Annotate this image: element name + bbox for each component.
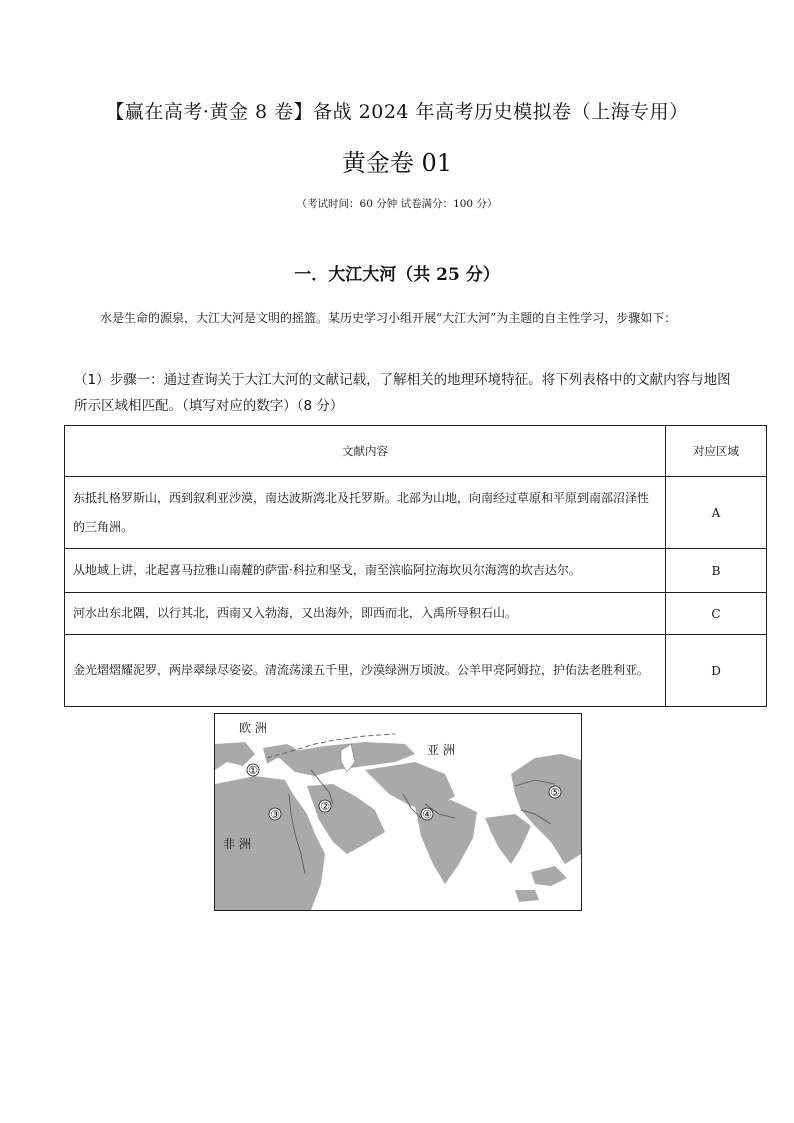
asia-africa-map <box>215 714 581 910</box>
row-region: A <box>666 477 767 549</box>
header-title: 【赢在高考·黄金 8 卷】备战 2024 年高考历史模拟卷（上海专用） <box>105 101 689 123</box>
intro-paragraph: 水是生命的源泉，大江大河是文明的摇篮。某历史学习小组开展“大江大河”为主题的自主性学习，步骤如下： <box>100 311 677 325</box>
row-region: C <box>666 593 767 635</box>
table-row <box>65 635 767 707</box>
table-row <box>65 593 767 635</box>
section-title: 一．大江大河（共 25 分） <box>294 265 500 285</box>
marker-4: ④ <box>422 808 432 821</box>
row-content: 从地域上讲，北起喜马拉雅山南麓的萨雷·科拉和坚戈，南至滨临阿拉海坎贝尔海湾的坎吉达尔。 <box>65 549 666 593</box>
label-asia: 亚 洲 <box>427 743 455 757</box>
marker-3: ③ <box>270 808 280 821</box>
marker-2: ② <box>320 800 330 813</box>
exam-info: （考试时间：60 分钟 试卷满分：100 分） <box>296 198 498 210</box>
row-content: 东抵扎格罗斯山，西到叙利亚沙漠，南达波斯湾北及托罗斯。北部为山地，向南经过草原和平原到南部沼泽性的三角洲。 <box>65 477 666 549</box>
map-figure <box>214 713 582 911</box>
document-table <box>64 425 767 707</box>
table-row <box>65 477 767 549</box>
row-content: 金光熠熠耀泥罗，两岸翠绿尽姿姿。清流荡漾五千里，沙漠绿洲万顷波。公羊甲亮阿姆拉，护佑法老胜利亚。 <box>65 635 666 707</box>
main-title: 黄金卷 01 <box>341 149 453 177</box>
question-1: （1）步骤一：通过查询关于大江大河的文献记载，了解相关的地理环境特征。将下列表格中的文献内容与地图所示区域相匹配。（填写对应的数字）（8 分） <box>74 372 731 414</box>
row-region: D <box>666 635 767 707</box>
row-content: 河水出东北隅，以行其北，西南又入勃海，又出海外，即西而北，入禹所导积石山。 <box>65 593 666 635</box>
table-header-row <box>65 426 767 477</box>
marker-5: ⑤ <box>550 786 560 799</box>
row-region: B <box>666 549 767 593</box>
table-row <box>65 549 767 593</box>
column-header-region: 对应区域 <box>666 426 767 477</box>
column-header-content: 文献内容 <box>65 426 666 477</box>
label-africa: 非 洲 <box>223 837 251 851</box>
marker-1: ① <box>248 764 258 777</box>
label-europe: 欧 洲 <box>239 721 267 735</box>
